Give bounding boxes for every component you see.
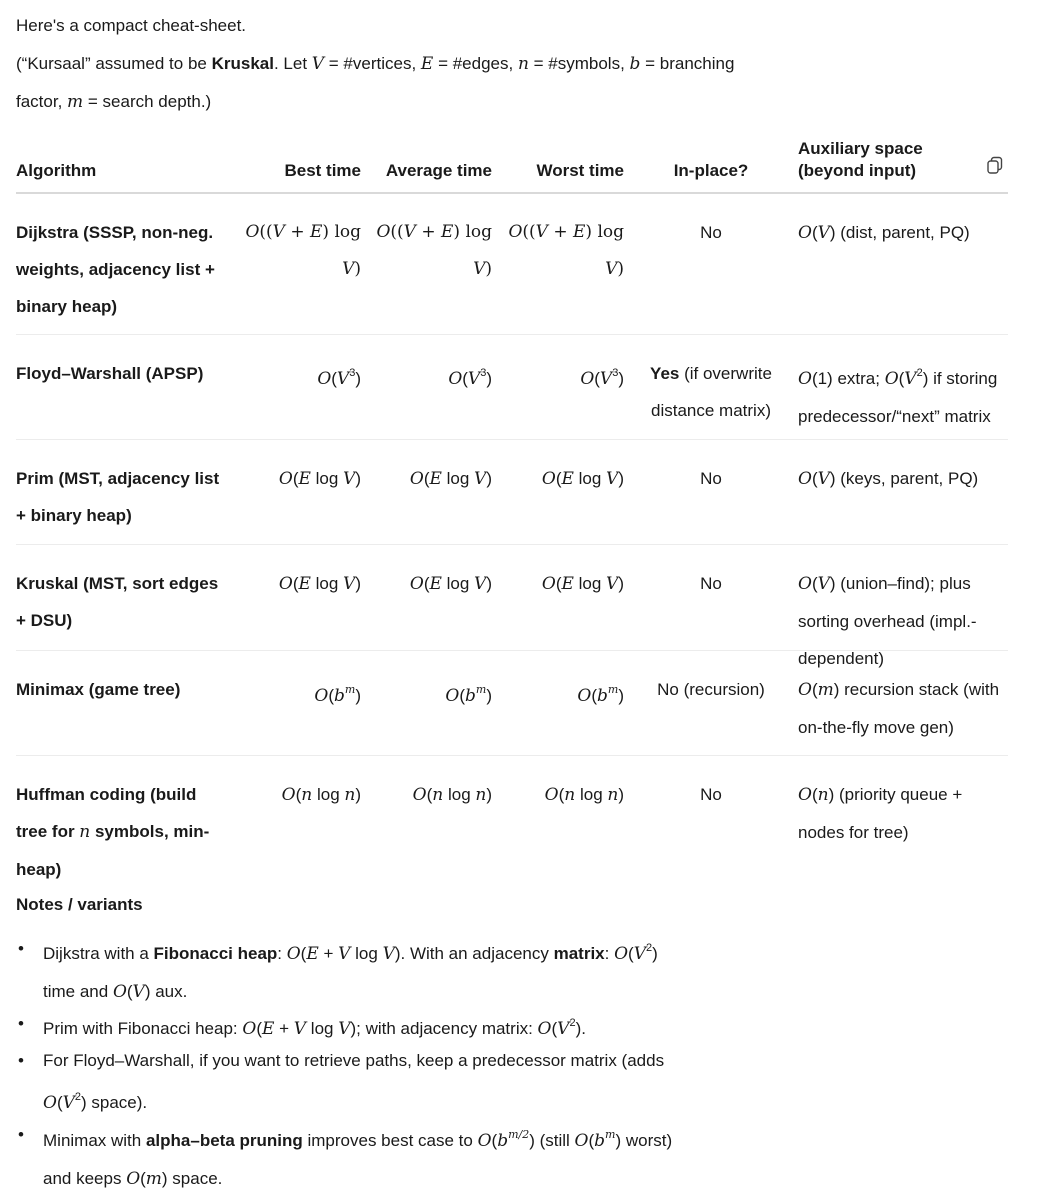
list-item	[16, 930, 676, 1011]
header-algorithm: Algorithm	[16, 161, 97, 180]
cell-in-place: No	[700, 785, 722, 804]
header-worst-time: Worst time	[536, 161, 624, 180]
cell-in-place: No	[700, 469, 722, 488]
intro-line-2: (“Kursaal” assumed to be Kruskal. Let V = #vertices, E = #edges, n = #symbols, b = branching	[16, 54, 735, 74]
complexity-table	[16, 136, 1008, 879]
copy-icon[interactable]	[986, 156, 1004, 174]
cell-average-time: O(E log V)	[409, 469, 492, 489]
cell-average-time: $O(V^3)$	[448, 367, 492, 389]
intro-line-3: factor, m = search depth.)	[16, 92, 212, 112]
cell-algorithm: Floyd–Warshall (APSP)	[16, 364, 204, 383]
table-row	[16, 440, 1008, 545]
note-text: For Floyd–Warshall, if you want to retrieve paths, keep a predecessor matrix (adds $O(V^2)$ space).	[43, 1051, 665, 1113]
table-row	[16, 194, 1008, 335]
cell-worst-time: O(E log V)	[541, 469, 624, 489]
note-text: Minimax with alpha–beta pruning improves best case to $O(b^{m/2})$ (still $O(b^m)$ worst) and keeps O(m) space.	[43, 1128, 673, 1189]
cell-best-time: $O(V^3)$	[317, 367, 361, 389]
cell-aux-space: O(n) (priority queue + nodes for tree)	[798, 785, 963, 842]
cell-best-time: O(E log V)	[278, 574, 361, 594]
table-row	[16, 756, 1008, 879]
header-best-time: Best time	[284, 161, 361, 180]
cell-algorithm: Kruskal (MST, sort edges + DSU)	[16, 574, 219, 630]
cell-best-time: O(n log n)	[281, 785, 361, 805]
cell-worst-time: $O(V^3)$	[580, 367, 624, 389]
cell-average-time: O((V + E) log V)	[376, 222, 492, 279]
cell-aux-space: O(V) (keys, parent, PQ)	[798, 469, 979, 489]
note-text: Dijkstra with a Fibonacci heap: O(E + V log V). With an adjacency matrix: $O(V^2)$ time and O(V) aux.	[43, 942, 658, 1002]
bullet-icon: •	[18, 1125, 24, 1144]
table-row	[16, 335, 1008, 440]
cell-algorithm: Minimax (game tree)	[16, 680, 181, 699]
header-average-time: Average time	[385, 161, 492, 180]
note-text: Prim with Fibonacci heap: O(E + V log V); with adjacency matrix: $O(V^2)$.	[43, 1017, 586, 1039]
cell-worst-time: O(E log V)	[541, 574, 624, 594]
cell-worst-time: O(n log n)	[544, 785, 624, 805]
cell-aux-space: O(m) recursion stack (with on-the-fly move gen)	[798, 680, 1000, 737]
cell-best-time: $O(b^m)$	[314, 683, 361, 706]
bullet-icon: •	[18, 1051, 24, 1070]
cell-algorithm: Prim (MST, adjacency list + binary heap)	[16, 469, 220, 525]
cell-aux-space: O(V) (dist, parent, PQ)	[798, 223, 970, 243]
cell-average-time: O(n log n)	[412, 785, 492, 805]
cell-worst-time: $O(b^m)$	[577, 683, 624, 706]
table-row	[16, 545, 1008, 668]
cell-worst-time: O((V + E) log V)	[508, 222, 624, 279]
intro-line-1: Here's a compact cheat-sheet.	[16, 16, 247, 35]
cell-algorithm: Huffman coding (build tree for n symbols, min-heap)	[16, 785, 210, 879]
cell-algorithm: Dijkstra (SSSP, non-neg. weights, adjacency list + binary heap)	[16, 223, 215, 316]
table-row	[16, 651, 1008, 756]
cell-in-place: No (recursion)	[657, 680, 765, 699]
list-item	[16, 1042, 676, 1122]
cell-average-time: $O(b^m)$	[445, 683, 492, 706]
cell-aux-space: O(1) extra; $O(V^2)$ if storing predecessor/“next” matrix	[798, 367, 998, 426]
cell-average-time: O(E log V)	[409, 574, 492, 594]
table-header	[16, 136, 1008, 194]
header-aux-space: Auxiliary space (beyond input)	[798, 139, 923, 180]
cell-best-time: O(E log V)	[278, 469, 361, 489]
cell-in-place: No	[700, 223, 722, 242]
cell-in-place: No	[700, 574, 722, 593]
bullet-icon: •	[18, 1014, 24, 1033]
header-in-place: In-place?	[673, 161, 749, 180]
cell-best-time: O((V + E) log V)	[245, 222, 361, 279]
cell-in-place: Yes (if overwrite distance matrix)	[650, 364, 772, 420]
list-item	[16, 1116, 676, 1198]
notes-title: Notes / variants	[16, 895, 143, 914]
cell-aux-space: O(V) (union–find); plus sorting overhead (impl.-dependent)	[798, 574, 977, 668]
bullet-icon: •	[18, 939, 24, 958]
